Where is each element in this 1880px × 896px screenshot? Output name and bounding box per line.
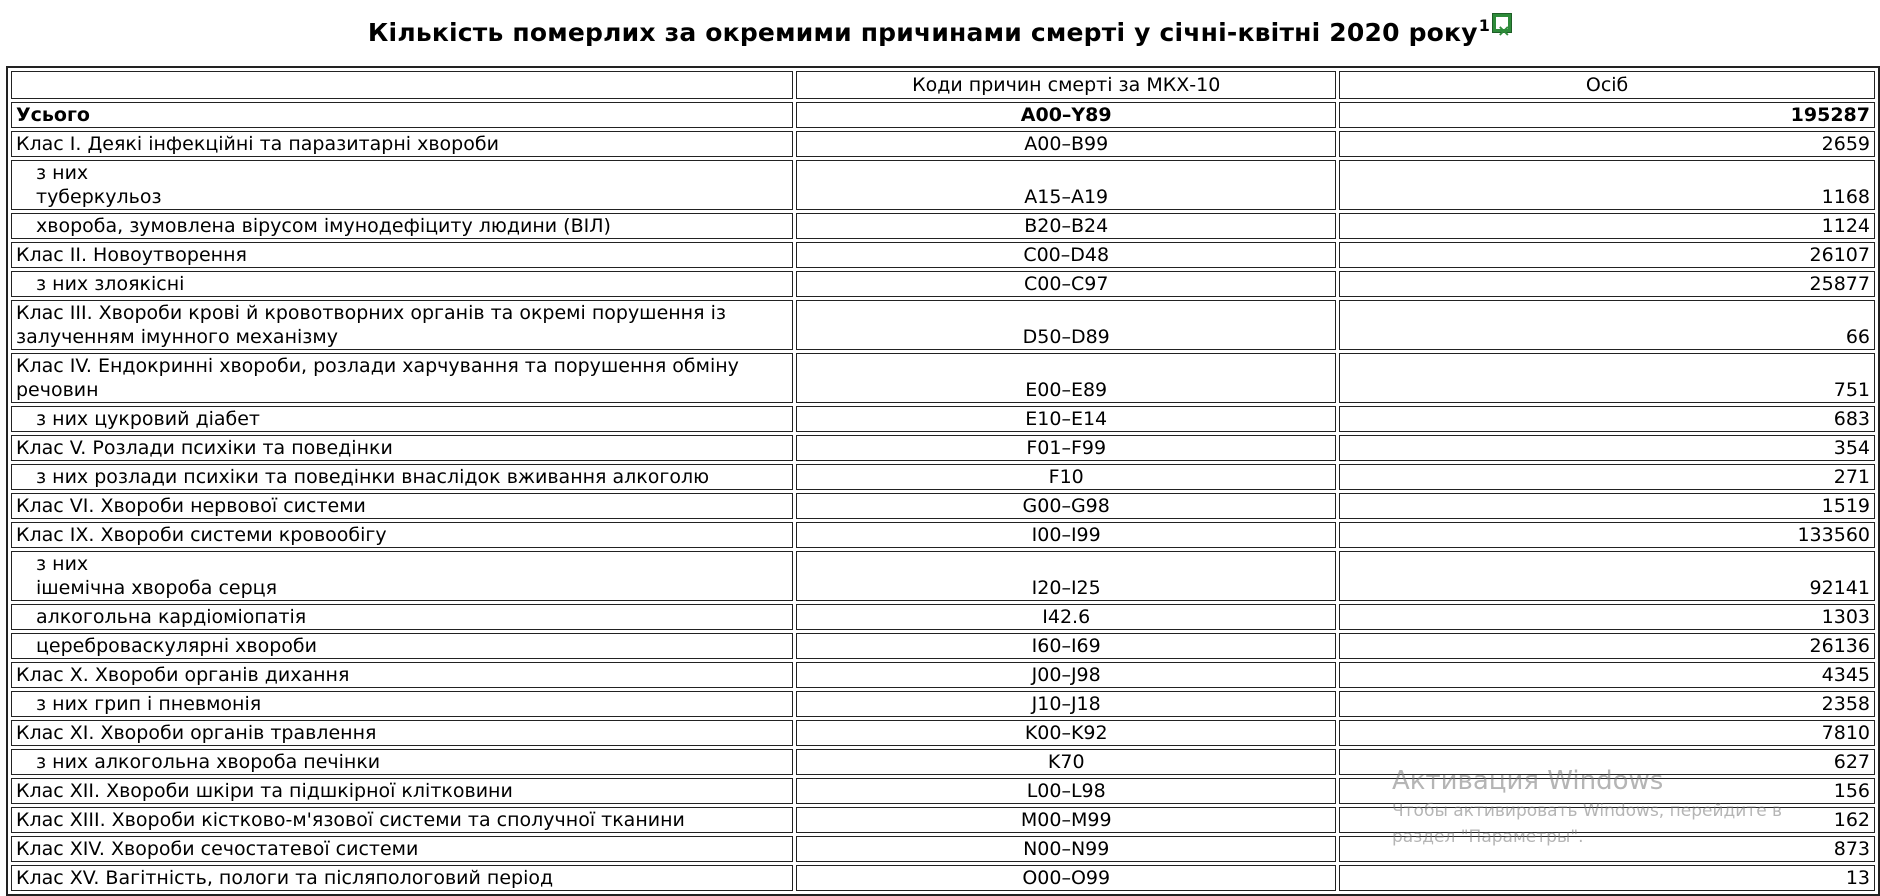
icd-code-cell: J00–J98 bbox=[796, 662, 1336, 688]
persons-cell: 1124 bbox=[1339, 213, 1875, 239]
icd-code-cell: I60–I69 bbox=[796, 633, 1336, 659]
cause-cell bbox=[11, 551, 793, 601]
cause-cell bbox=[11, 720, 793, 746]
cause-label: ішемічна хвороба серця bbox=[36, 577, 278, 599]
cause-label: Клас XI. Хвороби органів травлення bbox=[16, 722, 377, 744]
table-row bbox=[11, 300, 1875, 350]
subgroup-prefix: з них bbox=[36, 553, 89, 575]
cause-cell bbox=[11, 435, 793, 461]
cause-cell bbox=[11, 633, 793, 659]
icd-code-cell: L00–L98 bbox=[796, 778, 1336, 804]
table-row bbox=[11, 160, 1875, 210]
icd-code-cell: I00–I99 bbox=[796, 522, 1336, 548]
persons-cell: 195287 bbox=[1339, 102, 1875, 128]
table-row bbox=[11, 551, 1875, 601]
icd-code-cell: A00–Y89 bbox=[796, 102, 1336, 128]
cause-label: Усього bbox=[16, 104, 90, 126]
icd-code-cell: F01–F99 bbox=[796, 435, 1336, 461]
cause-cell bbox=[11, 807, 793, 833]
cause-cell bbox=[11, 300, 793, 350]
persons-cell: 4345 bbox=[1339, 662, 1875, 688]
cause-label: Клас IX. Хвороби системи кровообігу bbox=[16, 524, 387, 546]
table-row bbox=[11, 242, 1875, 268]
persons-cell: 751 bbox=[1339, 353, 1875, 403]
cause-cell bbox=[11, 865, 793, 891]
icd-code-cell: D50–D89 bbox=[796, 300, 1336, 350]
table-row bbox=[11, 836, 1875, 862]
cause-label: з них алкогольна хвороба печінки bbox=[36, 751, 381, 773]
cause-label: Клас VI. Хвороби нервової системи bbox=[16, 495, 366, 517]
persons-cell: 162 bbox=[1339, 807, 1875, 833]
deaths-table bbox=[6, 66, 1880, 896]
persons-cell: 156 bbox=[1339, 778, 1875, 804]
table-row bbox=[11, 633, 1875, 659]
watermark-line: раздел "Параметры". bbox=[1392, 827, 1584, 847]
header-icd-codes: Коди причин смерті за МКХ-10 bbox=[796, 71, 1336, 99]
icd-code-cell: A00–B99 bbox=[796, 131, 1336, 157]
persons-cell: 2358 bbox=[1339, 691, 1875, 717]
icd-code-cell: C00–D48 bbox=[796, 242, 1336, 268]
cause-label: Клас V. Розлади психіки та поведінки bbox=[16, 437, 393, 459]
cause-cell bbox=[11, 271, 793, 297]
cause-label: Клас XIII. Хвороби кістково-м'язової системи та сполучної тканини bbox=[16, 809, 685, 831]
cause-label: алкогольна кардіоміопатія bbox=[36, 606, 307, 628]
icd-code-cell: N00–N99 bbox=[796, 836, 1336, 862]
icd-code-cell: J10–J18 bbox=[796, 691, 1336, 717]
cause-cell bbox=[11, 131, 793, 157]
cause-label: цереброваскулярні хвороби bbox=[36, 635, 317, 657]
persons-cell: 26107 bbox=[1339, 242, 1875, 268]
icd-code-cell: F10 bbox=[796, 464, 1336, 490]
cause-label: Клас I. Деякі інфекційні та паразитарні хвороби bbox=[16, 133, 499, 155]
icd-code-cell: C00–C97 bbox=[796, 271, 1336, 297]
cause-cell bbox=[11, 691, 793, 717]
table-row bbox=[11, 353, 1875, 403]
persons-cell: 354 bbox=[1339, 435, 1875, 461]
cause-cell bbox=[11, 102, 793, 128]
persons-cell: 25877 bbox=[1339, 271, 1875, 297]
table-row bbox=[11, 691, 1875, 717]
cause-label: Клас XIV. Хвороби сечостатевої системи bbox=[16, 838, 419, 860]
persons-cell: 13 bbox=[1339, 865, 1875, 891]
cause-cell bbox=[11, 353, 793, 403]
cause-cell bbox=[11, 749, 793, 775]
cause-label: хвороба, зумовлена вірусом імунодефіциту людини (ВІЛ) bbox=[36, 215, 611, 237]
table-row bbox=[11, 493, 1875, 519]
table-row bbox=[11, 213, 1875, 239]
cause-label: Клас II. Новоутворення bbox=[16, 244, 247, 266]
persons-cell: 92141 bbox=[1339, 551, 1875, 601]
persons-cell: 683 bbox=[1339, 406, 1875, 432]
subgroup-prefix: з них bbox=[36, 162, 89, 184]
cause-label: Клас XV. Вагітність, пологи та післяпологовий період bbox=[16, 867, 554, 889]
persons-cell: 271 bbox=[1339, 464, 1875, 490]
title-footnote[interactable]: 1 bbox=[1478, 16, 1491, 35]
persons-cell: 1168 bbox=[1339, 160, 1875, 210]
cause-cell bbox=[11, 836, 793, 862]
cause-cell bbox=[11, 406, 793, 432]
table-row bbox=[11, 604, 1875, 630]
cause-cell bbox=[11, 464, 793, 490]
cause-label: з них злоякісні bbox=[36, 273, 185, 295]
cause-cell bbox=[11, 242, 793, 268]
icd-code-cell: M00–M99 bbox=[796, 807, 1336, 833]
cause-label: з них розлади психіки та поведінки внаслідок вживання алкоголю bbox=[36, 466, 710, 488]
icd-code-cell: G00–G98 bbox=[796, 493, 1336, 519]
cause-cell bbox=[11, 493, 793, 519]
cause-label: з них цукровий діабет bbox=[36, 408, 261, 430]
table-row bbox=[11, 406, 1875, 432]
table-row bbox=[11, 131, 1875, 157]
cause-cell bbox=[11, 604, 793, 630]
table-row bbox=[11, 102, 1875, 128]
cause-label: Клас III. Хвороби крові й кровотворних органів та окремі порушення із залученням імунного механізму bbox=[16, 302, 726, 348]
cause-label: Клас XII. Хвороби шкіри та підшкірної клітковини bbox=[16, 780, 513, 802]
icd-code-cell: K70 bbox=[796, 749, 1336, 775]
persons-cell: 66 bbox=[1339, 300, 1875, 350]
icd-code-cell: A15–A19 bbox=[796, 160, 1336, 210]
icd-code-cell: I42.6 bbox=[796, 604, 1336, 630]
icd-code-cell: I20–I25 bbox=[796, 551, 1336, 601]
table-row bbox=[11, 865, 1875, 891]
cause-label: туберкульоз bbox=[36, 186, 162, 208]
persons-cell: 26136 bbox=[1339, 633, 1875, 659]
table-row bbox=[11, 271, 1875, 297]
persons-cell: 873 bbox=[1339, 836, 1875, 862]
header-cause bbox=[11, 71, 793, 99]
icd-code-cell: O00–O99 bbox=[796, 865, 1336, 891]
cause-cell bbox=[11, 662, 793, 688]
watermark-line: Чтобы активировать Windows, перейдите в bbox=[1392, 801, 1783, 821]
table-row bbox=[11, 778, 1875, 804]
header-persons: Осіб bbox=[1339, 71, 1875, 99]
persons-cell: 2659 bbox=[1339, 131, 1875, 157]
watermark-title: Активация Windows bbox=[1392, 766, 1664, 796]
icd-code-cell: B20–B24 bbox=[796, 213, 1336, 239]
table-row bbox=[11, 464, 1875, 490]
table-row bbox=[11, 662, 1875, 688]
table-row bbox=[11, 522, 1875, 548]
persons-cell: 627 bbox=[1339, 749, 1875, 775]
persons-cell: 1303 bbox=[1339, 604, 1875, 630]
cause-cell bbox=[11, 160, 793, 210]
icd-code-cell: K00–K92 bbox=[796, 720, 1336, 746]
table-row bbox=[11, 807, 1875, 833]
icd-code-cell: E10–E14 bbox=[796, 406, 1336, 432]
table-row bbox=[11, 435, 1875, 461]
title-text: Кількість померлих за окремими причинами смерті у січні-квітні 2020 року bbox=[367, 18, 1478, 47]
cause-cell bbox=[11, 213, 793, 239]
persons-cell: 7810 bbox=[1339, 720, 1875, 746]
cause-label: Клас IV. Ендокринні хвороби, розлади харчування та порушення обміну речовин bbox=[16, 355, 739, 401]
table-row bbox=[11, 749, 1875, 775]
page-title bbox=[0, 8, 1880, 51]
excel-icon[interactable] bbox=[1492, 13, 1512, 33]
table-header-row bbox=[11, 71, 1875, 99]
icd-code-cell: E00–E89 bbox=[796, 353, 1336, 403]
cause-cell bbox=[11, 522, 793, 548]
table-row bbox=[11, 720, 1875, 746]
cause-label: з них грип і пневмонія bbox=[36, 693, 262, 715]
cause-label: Клас X. Хвороби органів дихання bbox=[16, 664, 350, 686]
cause-cell bbox=[11, 778, 793, 804]
persons-cell: 133560 bbox=[1339, 522, 1875, 548]
persons-cell: 1519 bbox=[1339, 493, 1875, 519]
